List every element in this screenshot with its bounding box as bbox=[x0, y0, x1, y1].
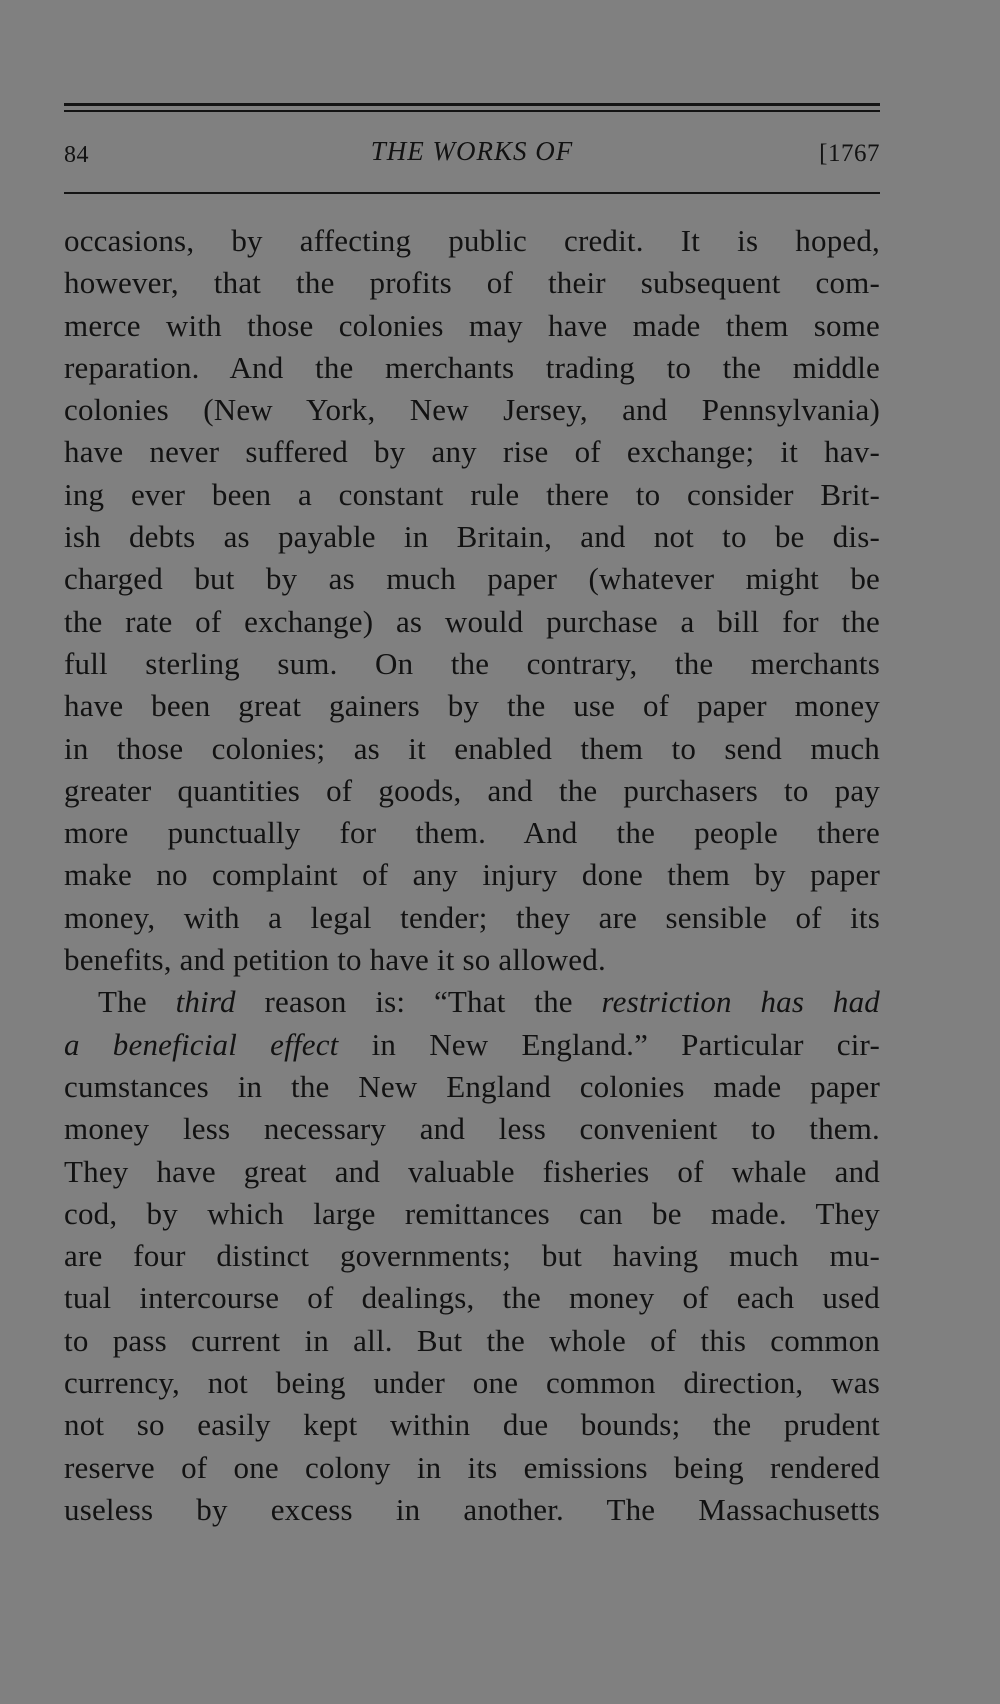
text-line bbox=[64, 431, 880, 473]
text-segment: ish debts as payable in Britain, and not to be dis- bbox=[64, 519, 880, 555]
header-year: [1767 bbox=[819, 140, 880, 167]
text-segment: in New England.” Particular cir- bbox=[338, 1026, 880, 1062]
text-segment: cumstances in the New England colonies made paper bbox=[64, 1068, 880, 1104]
text-line bbox=[64, 728, 880, 770]
text-segment: cod, by which large remittances can be made. They bbox=[64, 1195, 880, 1231]
text-segment: greater quantities of goods, and the purchasers to pay bbox=[64, 772, 880, 808]
italic-phrase: third bbox=[175, 984, 236, 1020]
text-segment: charged but by as much paper (whatever might be bbox=[64, 561, 880, 597]
text-segment: The bbox=[98, 984, 176, 1020]
text-line bbox=[64, 558, 880, 600]
text-segment: reserve of one colony in its emissions being rendered bbox=[64, 1449, 880, 1485]
text-line bbox=[64, 897, 880, 939]
text-line bbox=[64, 854, 880, 896]
text-segment: tual intercourse of dealings, the money of each used bbox=[64, 1280, 880, 1316]
top-rule bbox=[64, 103, 880, 106]
italic-phrase: restriction has had bbox=[601, 984, 880, 1020]
text-line bbox=[64, 1320, 880, 1362]
text-segment: have never suffered by any rise of exchange; it hav- bbox=[64, 434, 880, 470]
text-line bbox=[64, 601, 880, 643]
header-rule bbox=[64, 192, 880, 194]
text-line bbox=[64, 1489, 880, 1531]
text-segment: full sterling sum. On the contrary, the merchants bbox=[64, 645, 880, 681]
text-segment: occasions, by affecting public credit. It is hoped, bbox=[64, 223, 880, 258]
text-line bbox=[64, 1108, 880, 1150]
text-segment: They have great and valuable fisheries of whale and bbox=[64, 1153, 880, 1189]
text-line bbox=[64, 685, 880, 727]
text-segment: are four distinct governments; but having much mu- bbox=[64, 1238, 880, 1274]
running-title: THE WORKS OF bbox=[370, 136, 574, 166]
text-line bbox=[64, 516, 880, 558]
text-segment: currency, not being under one common direction, was bbox=[64, 1365, 880, 1401]
text-segment: money, with a legal tender; they are sensible of its bbox=[64, 899, 880, 935]
text-segment: not so easily kept within due bounds; the prudent bbox=[64, 1407, 880, 1443]
text-segment: reparation. And the merchants trading to the middle bbox=[64, 349, 880, 385]
text-line bbox=[64, 305, 880, 347]
text-line bbox=[64, 1151, 880, 1193]
text-line bbox=[64, 939, 880, 981]
text-segment: in those colonies; as it enabled them to send much bbox=[64, 730, 880, 766]
text-segment: to pass current in all. But the whole of this common bbox=[64, 1322, 880, 1358]
text-segment: colonies (New York, New Jersey, and Pennsylvania) bbox=[64, 392, 880, 428]
text-segment: money less necessary and less convenient to them. bbox=[64, 1111, 880, 1147]
text-line bbox=[64, 1024, 880, 1066]
text-segment: the rate of exchange) as would purchase a bill for the bbox=[64, 603, 880, 639]
text-line bbox=[64, 643, 880, 685]
text-segment: ing ever been a constant rule there to consider Brit- bbox=[64, 476, 880, 512]
text-line bbox=[64, 1447, 880, 1489]
text-line bbox=[64, 474, 880, 516]
text-line bbox=[64, 1277, 880, 1319]
text-segment: merce with those colonies may have made them some bbox=[64, 307, 880, 343]
text-line bbox=[64, 220, 880, 262]
text-segment: reason is: “That the bbox=[235, 984, 602, 1020]
text-line bbox=[64, 770, 880, 812]
text-line bbox=[64, 389, 880, 431]
text-line bbox=[64, 347, 880, 389]
italic-phrase: a beneficial effect bbox=[64, 1026, 339, 1062]
text-line bbox=[64, 1404, 880, 1446]
text-segment: have been great gainers by the use of paper money bbox=[64, 688, 880, 724]
text-line bbox=[64, 1235, 880, 1277]
text-line bbox=[64, 1362, 880, 1404]
text-line bbox=[64, 1066, 880, 1108]
text-segment: make no complaint of any injury done them by paper bbox=[64, 857, 880, 893]
page-header bbox=[64, 136, 880, 176]
text-line bbox=[64, 262, 880, 304]
text-segment: more punctually for them. And the people there bbox=[64, 815, 880, 851]
text-line bbox=[64, 1193, 880, 1235]
body-text bbox=[64, 220, 880, 1531]
top-rule-thin bbox=[64, 110, 880, 112]
text-segment: benefits, and petition to have it so allowed. bbox=[64, 942, 606, 978]
text-line bbox=[64, 812, 880, 854]
page-number: 84 bbox=[64, 142, 89, 168]
text-line bbox=[64, 981, 880, 1023]
text-segment: however, that the profits of their subsequent com- bbox=[64, 265, 880, 301]
text-segment: useless by excess in another. The Massachusetts bbox=[64, 1491, 880, 1527]
